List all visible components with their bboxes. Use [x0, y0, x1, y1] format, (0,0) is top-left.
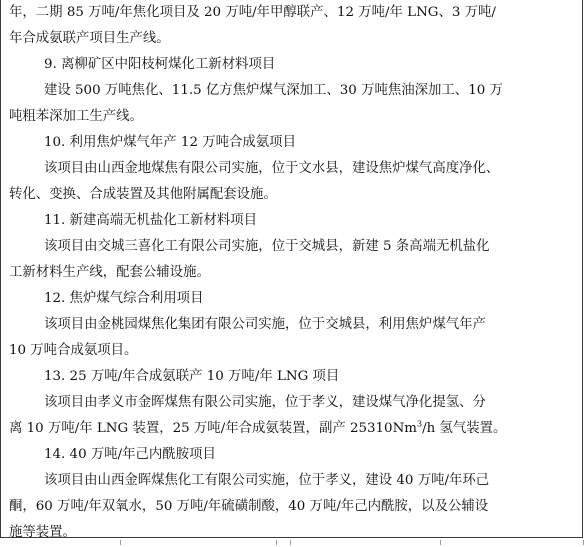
- section-heading-13: 13. 25 万吨/年合成氨联产 10 万吨/年 LNG 项目: [44, 369, 340, 384]
- section-heading-10: 10. 利用焦炉煤气年产 12 万吨合成氨项目: [44, 135, 296, 150]
- edge-tick: [290, 540, 291, 545]
- document-body: [9, 0, 575, 546]
- paragraph-line: 年合成氨联产项目生产线。: [9, 31, 170, 46]
- section-heading-14: 14. 40 万吨/年己内酰胺项目: [44, 447, 216, 462]
- superscript-unit: 3: [417, 419, 423, 429]
- edge-tick: [276, 540, 277, 545]
- line-text-after: /h 氢气装置。: [422, 421, 507, 436]
- paragraph-line: 该项目由孝义市金晖煤焦有限公司实施，位于孝义，建设煤气净化提氢、分: [44, 395, 486, 410]
- edge-tick: [440, 540, 441, 545]
- paragraph-line-with-unit: [9, 416, 575, 442]
- page-edge-marks: [0, 538, 588, 547]
- paragraph-line: 施等装置。: [9, 525, 76, 540]
- section-heading-12: 12. 焦炉煤气综合利用项目: [44, 291, 204, 306]
- paragraph-line: 该项目由山西金晖煤焦化工有限公司实施，位于孝义，建设 40 万吨/年环己: [44, 473, 490, 488]
- paragraph-line: 该项目由山西金地煤焦有限公司实施，位于文水县，建设焦炉煤气高度净化、: [44, 161, 500, 176]
- edge-tick: [120, 540, 121, 545]
- section-heading-11: 11. 新建高端无机盐化工新材料项目: [44, 213, 258, 228]
- paragraph-line: 工新材料生产线，配套公辅设施。: [9, 265, 210, 280]
- paragraph-line: 转化、变换、合成装置及其他附属配套设施。: [9, 187, 277, 202]
- line-text-before: 离 10 万吨/年 LNG 装置，25 万吨/年合成氨装置，副产 25310Nm: [9, 421, 417, 436]
- paragraph-line: 酮，60 万吨/年双氧水，50 万吨/年硫磺制酸，40 万吨/年己内酰胺，以及公辅设: [9, 499, 489, 514]
- paragraph-line: 该项目由金桃园煤焦化集团有限公司实施，位于交城县，利用焦炉煤气年产: [44, 317, 486, 332]
- edge-tick: [583, 540, 584, 545]
- paragraph-line: 吨粗苯深加工生产线。: [9, 109, 143, 124]
- paragraph-line: 建设 500 万吨焦化、11.5 亿方焦炉煤气深加工、30 万吨焦油深加工、10 万: [44, 83, 503, 98]
- paragraph-line: 年，二期 85 万吨/年焦化项目及 20 万吨/年甲醇联产、12 万吨/年 LNG、3 万吨/: [9, 5, 496, 20]
- paragraph-line: 该项目由交城三喜化工有限公司实施，位于交城县，新建 5 条高端无机盐化: [44, 239, 490, 254]
- section-heading-9: 9. 离柳矿区中阳枝柯煤化工新材料项目: [44, 57, 276, 72]
- paragraph-line: 10 万吨合成氨项目。: [9, 343, 138, 358]
